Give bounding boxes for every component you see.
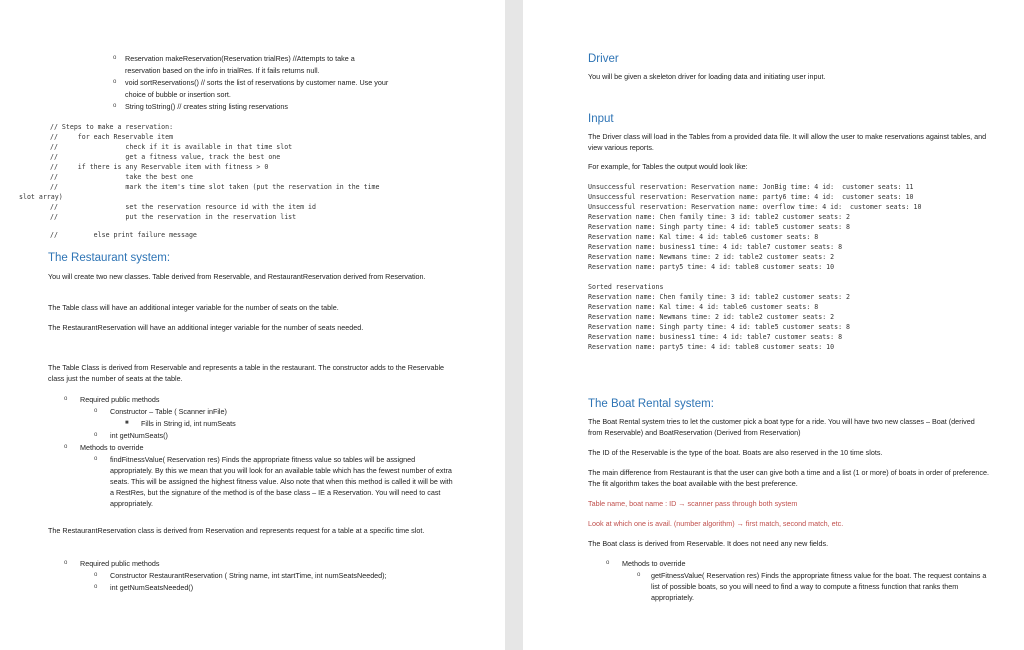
- driver-heading: Driver: [588, 53, 619, 65]
- code-line: // set the reservation resource id with the item id: [50, 203, 316, 211]
- driver-desc: You will be given a skeleton driver for loading data and initiating user input.: [588, 72, 826, 81]
- code-line: // get a fitness value, track the best one: [50, 153, 281, 161]
- restaurant-heading: The Restaurant system:: [48, 252, 171, 264]
- table-class-desc: The Table class will have an additional integer variable for the number of seats on the table.: [48, 303, 339, 312]
- restaurant-intro: You will create two new classes. Table derived from Reservable, and RestaurantReservation derived from Reservation.: [48, 272, 426, 281]
- method-sort-reservations: void sortReservations() // sorts the list of reservations by customer name. Use your: [125, 78, 389, 87]
- code-line: // take the best one: [50, 173, 193, 181]
- output-line: Reservation name: business1 time: 4 id: table7 customer seats: 8: [588, 243, 843, 251]
- output-line: Reservation name: Chen family time: 3 id: table2 customer seats: 2: [588, 213, 851, 221]
- boat-difference-desc: The main difference from Restaurant is that the user can give both a time and a list (1 or more) of boats in order of preference. The fit algorithm takes the boat available with the best preference.: [588, 468, 989, 488]
- output-line: Reservation name: Kal time: 4 id: table6 customer seats: 8: [588, 303, 819, 311]
- code-line: // put the reservation in the reservation list: [50, 213, 297, 221]
- method-make-reservation-desc: reservation based on the info in trialRes. If it fails returns null.: [125, 66, 320, 75]
- output-line: Reservation name: Chen family time: 3 id: table2 customer seats: 2: [588, 293, 851, 301]
- output-line: Reservation name: party5 time: 4 id: table8 customer seats: 10: [588, 343, 835, 351]
- bullet-icon: o: [113, 103, 117, 109]
- bullet-icon: o: [94, 432, 98, 438]
- bullet-icon: o: [637, 572, 641, 578]
- bullet-icon: o: [94, 408, 98, 414]
- get-fitness-value-desc: getFitnessValue( Reservation res) Finds the appropriate fitness value for the boat. The request contains a list of possible boats, so you will need to find a way to compute a fitness function that ranks them appropriately.: [651, 571, 987, 602]
- get-num-seats-needed: int getNumSeatsNeeded(): [110, 583, 194, 592]
- code-line: // if there is any Reservable item with fitness > 0: [50, 163, 269, 171]
- method-to-string: String toString() // creates string listing reservations: [125, 102, 288, 111]
- code-line: // check if it is available in that time slot: [50, 143, 293, 151]
- right-page: [523, 0, 1024, 650]
- bullet-icon: o: [64, 396, 68, 402]
- handwritten-note-2: Look at which one is avail. (number algorithm) → first match, second match, etc.: [588, 519, 844, 528]
- required-methods-label-2: Required public methods: [80, 559, 160, 568]
- table-class-paragraph: The Table Class is derived from Reservable and represents a table in the restaurant. The constructor adds to the Reservable class just the number of seats at the table.: [48, 363, 445, 383]
- bullet-icon: o: [64, 444, 68, 450]
- output-line: Reservation name: Newmans time: 2 id: table2 customer seats: 2: [588, 253, 835, 261]
- left-page: [0, 0, 505, 650]
- boat-rental-intro: The Boat Rental system tries to let the customer pick a boat type for a ride. You will have two new classes – Boat (derived from Reservable) and BoatReservation (Derived from Reservation): [588, 417, 975, 437]
- boat-rental-heading: The Boat Rental system:: [588, 398, 714, 410]
- example-intro: For example, for Tables the output would look like:: [588, 162, 748, 171]
- output-line: Reservation name: Newmans time: 2 id: table2 customer seats: 2: [588, 313, 835, 321]
- output-line: Unsuccessful reservation: Reservation name: JonBig time: 4 id: customer seats: 11: [588, 183, 914, 191]
- required-methods-label: Required public methods: [80, 395, 160, 404]
- page-gap: [505, 0, 523, 650]
- table-constructor: Constructor – Table ( Scanner inFile): [110, 407, 227, 416]
- methods-override-label: Methods to override: [622, 559, 686, 568]
- table-constructor-detail: Fills in String id, int numSeats: [141, 419, 236, 428]
- handwritten-note-1: Table name, boat name : ID → scanner pass through both system: [588, 499, 798, 508]
- bullet-icon: o: [606, 560, 610, 566]
- code-line: // Steps to make a reservation:: [50, 123, 174, 131]
- code-line: slot array): [19, 193, 63, 201]
- method-sort-reservations-desc: choice of bubble or insertion sort.: [125, 90, 231, 99]
- restaurant-reservation-desc: The RestaurantReservation will have an additional integer variable for the number of seats needed.: [48, 323, 364, 332]
- output-line: Reservation name: business1 time: 4 id: table7 customer seats: 8: [588, 333, 843, 341]
- output-line: Reservation name: Kal time: 4 id: table6 customer seats: 8: [588, 233, 819, 241]
- output-line: Sorted reservations: [588, 283, 664, 291]
- bullet-icon: o: [113, 55, 117, 61]
- output-line: Reservation name: Singh party time: 4 id: table5 customer seats: 8: [588, 323, 851, 331]
- output-line: Reservation name: party5 time: 4 id: table8 customer seats: 10: [588, 263, 835, 271]
- bullet-icon: o: [113, 79, 117, 85]
- bullet-icon: o: [94, 584, 98, 590]
- output-line: Unsuccessful reservation: Reservation name: overflow time: 4 id: customer seats: 10: [588, 203, 922, 211]
- code-line: // mark the item's time slot taken (put the reservation in the time: [50, 183, 380, 191]
- methods-override-label: Methods to override: [80, 443, 144, 452]
- get-num-seats: int getNumSeats(): [110, 431, 168, 440]
- bullet-icon: o: [94, 572, 98, 578]
- input-heading: Input: [588, 113, 614, 125]
- output-line: Unsuccessful reservation: Reservation name: party6 time: 4 id: customer seats: 10: [588, 193, 914, 201]
- boat-class-desc: The Boat class is derived from Reservable. It does not need any new fields.: [588, 539, 829, 548]
- bullet-icon: o: [64, 560, 68, 566]
- input-desc: The Driver class will load in the Tables from a provided data file. It will allow the user to make reservations against tables, and view various reports.: [588, 132, 987, 152]
- bullet-icon: o: [94, 456, 98, 462]
- find-fitness-value-desc: findFitnessValue( Reservation res) Finds the appropriate fitness value so tables will be assigned appropriately. By this we mean that you will look for an available table which has the fewest number of extra seats. This will be assigned the highest fitness value. Also note that when this method is called it will be with a RestRes, but the signature of the method is of the base class – IE a Reservation. You will need to cast appropriately.: [110, 455, 453, 508]
- method-make-reservation: Reservation makeReservation(Reservation trialRes) //Attempts to take a: [125, 54, 355, 63]
- restaurant-reservation-constructor: Constructor RestaurantReservation ( String name, int startTime, int numSeatsNeeded);: [110, 571, 387, 580]
- restaurant-reservation-paragraph: The RestaurantReservation class is derived from Reservation and represents request for a table at a specific time slot.: [48, 526, 425, 535]
- code-line: // else print failure message: [50, 231, 197, 239]
- output-line: Reservation name: Singh party time: 4 id: table5 customer seats: 8: [588, 223, 851, 231]
- square-bullet-icon: ■: [125, 420, 129, 426]
- code-line: // for each Reservable item: [50, 133, 174, 141]
- boat-id-desc: The ID of the Reservable is the type of the boat. Boats are also reserved in the 10 time slots.: [588, 448, 883, 457]
